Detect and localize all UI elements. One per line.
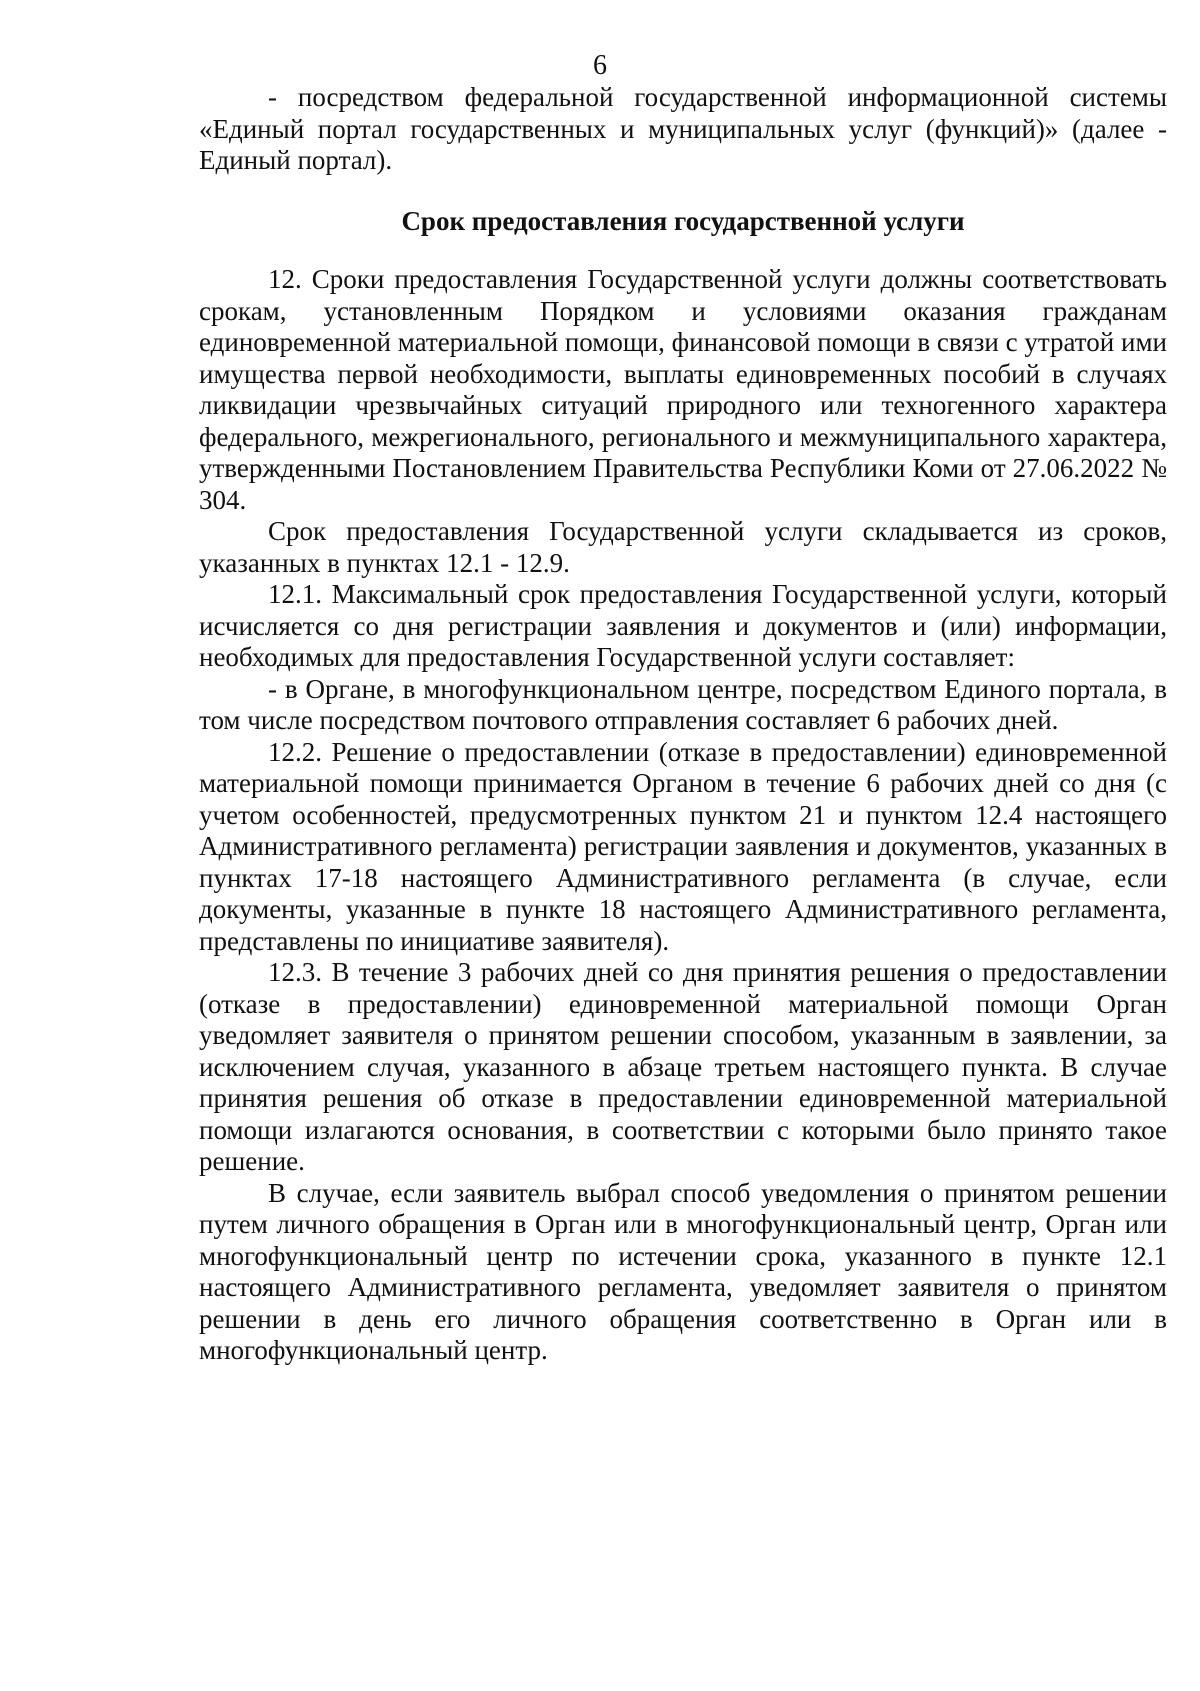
paragraph-12: 12. Сроки предоставления Государственной услуги должны соответствовать срокам, установленным Порядком и условиями оказания гражданам единовременной материальной помощи, финансовой помощи в связи с утратой ими имущества первой необходимости, выплаты единовременных пособий в случаях ликвидации чрезвычайных ситуаций природного или техногенного характера федерального, межрегионального, регионального и межмуниципального характера, утвержденными Постановлением Правительства Республики Коми от 27.06.2022 № 304.	[199, 264, 1167, 515]
paragraph-12-composition: Срок предоставления Государственной услуги складывается из сроков, указанных в пунктах 12.1 - 12.9.	[199, 516, 1167, 578]
paragraph-12-3-notification: В случае, если заявитель выбрал способ уведомления о принятом решении путем личного обращения в Орган или в многофункциональный центр, Орган или многофункциональный центр по истечении срока, указанного в пункте 12.1 настоящего Административного регламента, уведомляет заявителя о принятом решении в день его личного обращения соответственно в Орган или в многофункциональный центр.	[199, 1177, 1167, 1365]
paragraph-12-1-item: - в Органе, в многофункциональном центре, посредством Единого портала, в том числе посредством почтового отправления составляет 6 рабочих дней.	[199, 673, 1167, 735]
paragraph-12-3: 12.3. В течение 3 рабочих дней со дня принятия решения о предоставлении (отказе в предоставлении) единовременной материальной помощи Орган уведомляет заявителя о принятом решении способом, указанным в заявлении, за исключением случая, указанного в абзаце третьем настоящего пункта. В случае принятия решения об отказе в предоставлении единовременной материальной помощи излагаются основания, в соответствии с которыми было принято такое решение.	[199, 957, 1167, 1176]
document-body	[199, 82, 1167, 1367]
paragraph-12-2: 12.2. Решение о предоставлении (отказе в предоставлении) единовременной материальной помощи принимается Органом в течение 6 рабочих дней со дня (с учетом особенностей, предусмотренных пунктом 21 и пунктом 12.4 настоящего Административного регламента) регистрации заявления и документов, указанных в пунктах 17-18 настоящего Административного регламента (в случае, если документы, указанные в пункте 18 настоящего Административного регламента, представлены по инициативе заявителя).	[199, 736, 1167, 956]
page-number: 6	[593, 50, 607, 81]
section-heading: Срок предоставления государственной услуги	[401, 205, 965, 236]
intro-paragraph: - посредством федеральной государственной информационной системы «Единый портал государственных и муниципальных услуг (функций)» (далее - Единый портал).	[199, 82, 1167, 175]
paragraph-12-1: 12.1. Максимальный срок предоставления Государственной услуги, который исчисляется со дня регистрации заявления и документов и (или) информации, необходимых для предоставления Государственной услуги составляет:	[199, 579, 1167, 672]
